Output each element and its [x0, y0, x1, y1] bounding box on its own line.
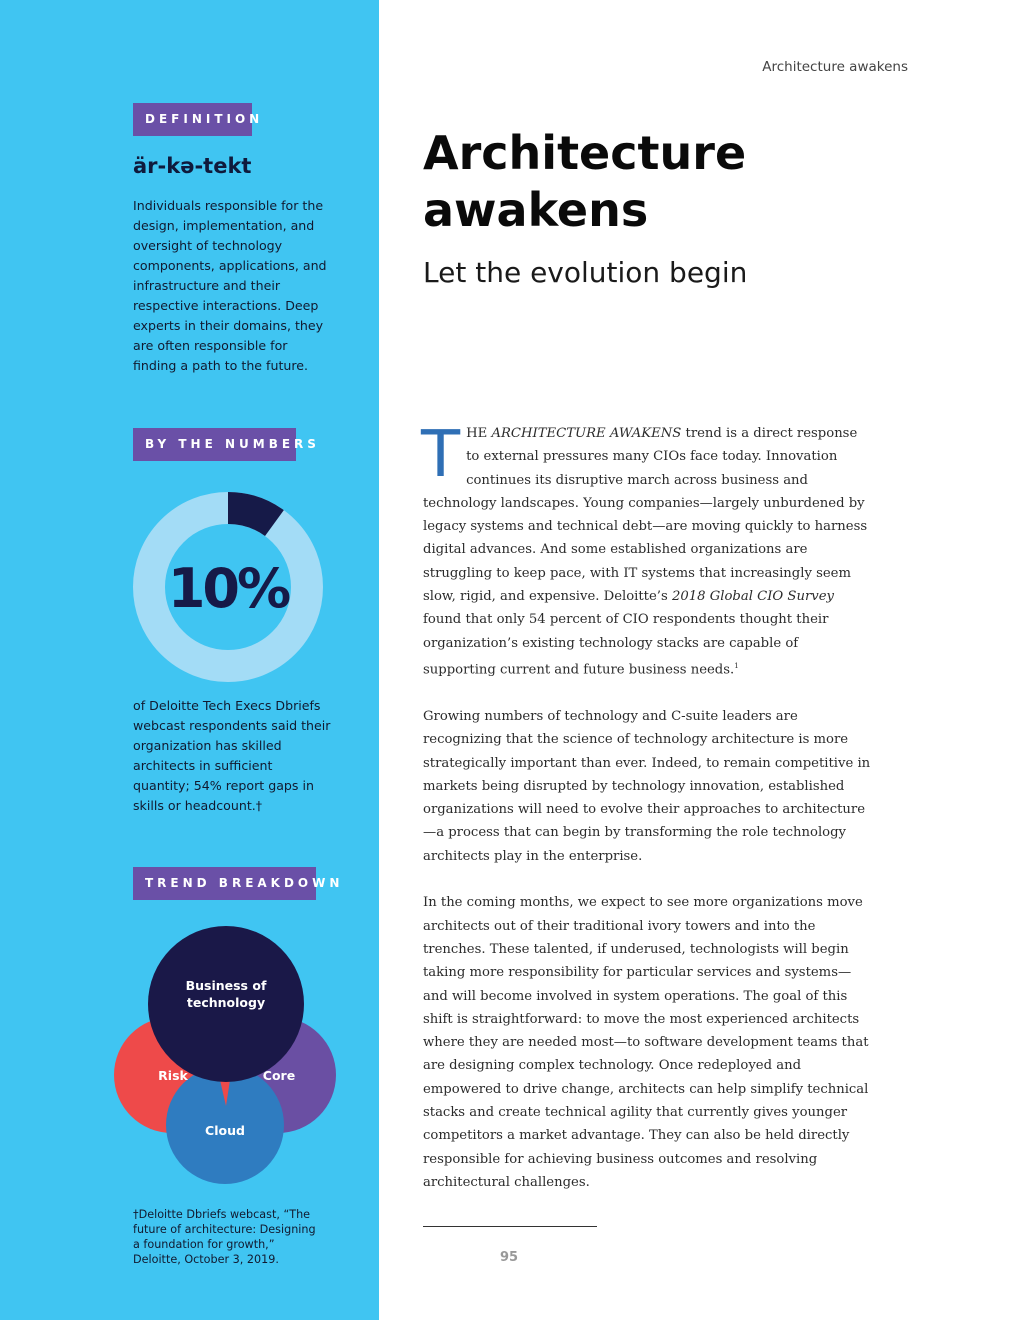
definition-tag: DEFINITION	[133, 103, 252, 136]
running-head: Architecture awakens	[762, 59, 908, 75]
footnote: †Deloitte Dbriefs webcast, “The future of architecture: Designing a foundation for growth,” Deloitte, October 3, 2019.	[133, 1208, 316, 1266]
donut-value-label: 10%	[167, 557, 289, 620]
drop-cap: T	[421, 418, 461, 492]
venn-label-cloud: Cloud	[205, 1123, 245, 1138]
page-subtitle: Let the evolution begin	[423, 256, 748, 289]
venn-label-business-line1: Business of	[185, 978, 267, 993]
trend-breakdown-tag: TREND BREAKDOWN	[133, 867, 316, 900]
paragraph-3: In the coming months, we expect to see more organizations move architects out of their traditional ivory towers and into the trenches. These talented, if underused, technologists will begin taking more responsibility for particular services and systems—and will become involved in system operations. The goal of this shift is straightforward: to move the most experienced architects where they are needed most—to software development teams that are designing complex technology. Once redeployed and empowered to drive change, architects can help simplify technical stacks and create technical agility that currently gives younger competitors a market advantage. They can also be held directly responsible for achieving business outcomes and resolving architectural challenges.	[423, 895, 869, 1190]
paragraph-1	[421, 418, 873, 682]
numbers-tag: BY THE NUMBERS	[133, 428, 296, 461]
donut-slice	[228, 508, 274, 523]
endnote-marker: 1	[734, 661, 739, 670]
pronunciation: är-kə-tekt	[133, 154, 252, 178]
article-body	[421, 418, 873, 1217]
paragraph-1-text-a: trend is a direct response to external pressures many CIOs face today. Innovation continues its disruptive march across business and technology landscapes. Young companies—largely unburdened by legacy systems and technical debt—are moving quickly to harness digital advances. And some established organizations are struggling to keep pace, with IT systems that increasingly seem slow, rigid, and expensive. Deloitte’s	[423, 426, 868, 605]
page-title: Architecture awakens	[423, 126, 747, 237]
paragraph-2: Growing numbers of technology and C-suite leaders are recognizing that the science of technology architecture is more strategically important than ever. Indeed, to remain competitive in markets being disrupted by technology innovation, established organizations will need to evolve their approaches to architecture—a process that can begin by transforming the role technology architects play in the enterprise.	[423, 708, 871, 864]
definition-text: Individuals responsible for the design, implementation, and oversight of technology components, applications, and infrastructure and their respective interactions. Deep experts in their domains, they are often responsible for finding a path to the future.	[133, 198, 327, 373]
paragraph-1-text-b: found that only 54 percent of CIO respondents thought their organization’s existing technology stacks are capable of supporting current and future business needs.	[423, 612, 829, 678]
venn-label-core: Core	[262, 1068, 296, 1083]
footnote-rule	[423, 1226, 597, 1227]
trend-name: ARCHITECTURE AWAKENS	[491, 426, 682, 441]
donut-chart	[133, 492, 323, 682]
numbers-text: of Deloitte Tech Execs Dbriefs webcast respondents said their organization has skilled architects in sufficient quantity; 54% report gaps in skills or headcount.†	[133, 698, 331, 813]
survey-name: 2018 Global CIO Survey	[671, 589, 834, 605]
venn-label-business-line2: technology	[186, 995, 266, 1010]
venn-label-risk: Risk	[158, 1068, 188, 1083]
small-caps-lead: HE	[466, 426, 488, 441]
trend-venn-diagram	[110, 920, 340, 1190]
sidebar-panel	[0, 0, 379, 1320]
page-number: 95	[500, 1250, 519, 1265]
